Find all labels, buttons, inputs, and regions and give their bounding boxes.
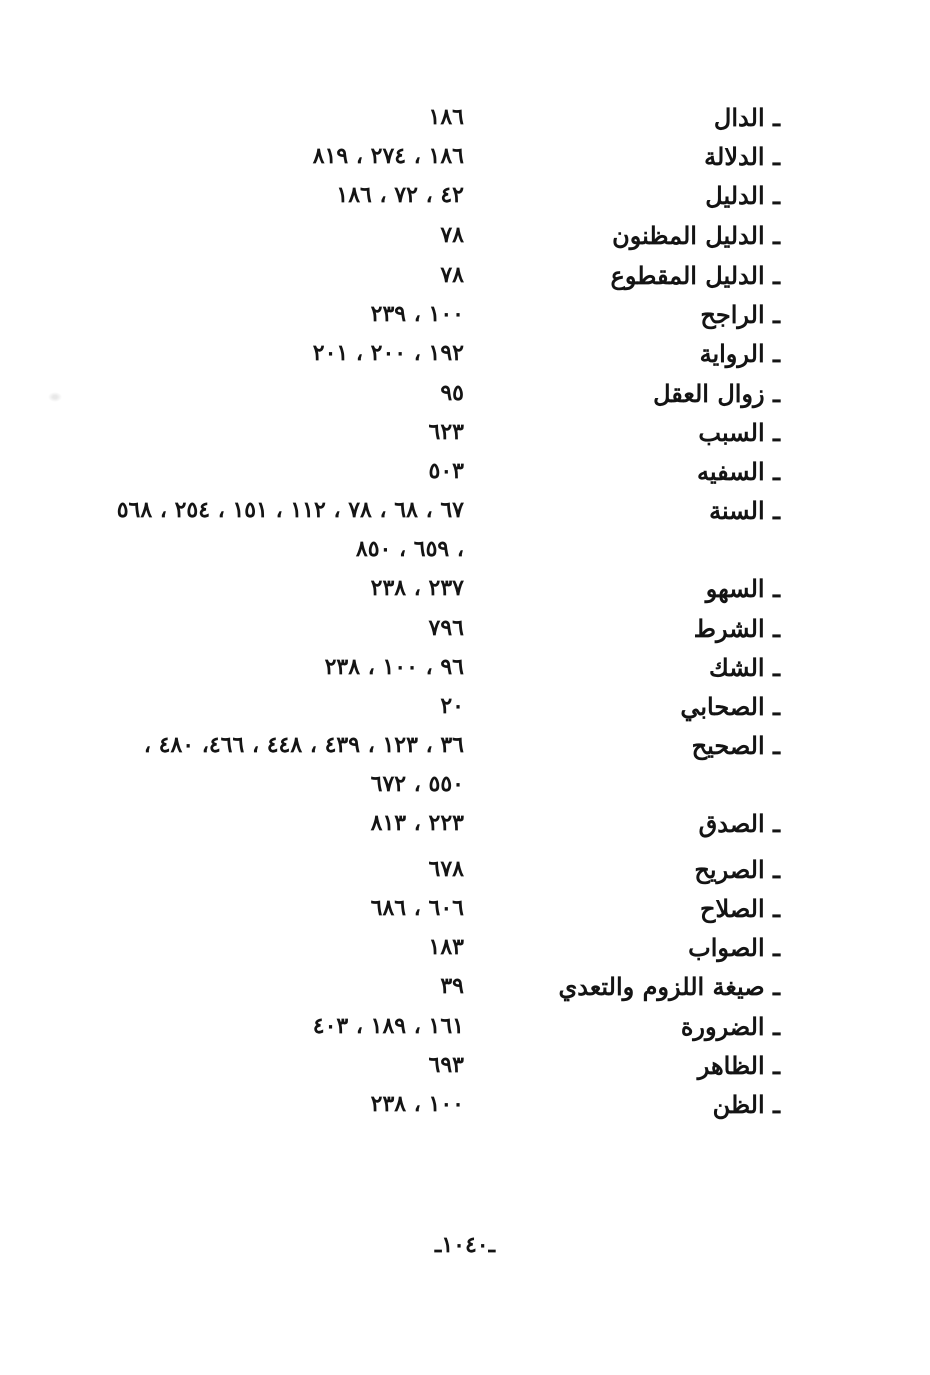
index-page-refs: ١٩٢ ، ٢٠٠ ، ٢٠١ xyxy=(312,340,464,366)
index-term: ـ الشك xyxy=(708,653,780,682)
index-term: ـ الظن xyxy=(712,1090,780,1119)
index-entry xyxy=(0,1085,930,1124)
index-term: ـ الصحابي xyxy=(680,692,780,721)
index-entry xyxy=(0,413,930,452)
index-page-refs: ١٠٠ ، ٢٣٩ xyxy=(370,301,464,327)
index-term: ـ الشرط xyxy=(693,614,780,643)
index-entry xyxy=(0,804,930,850)
index-page-refs: ٧٨ xyxy=(440,222,464,248)
index-page-refs: ١٨٦ ، ٢٧٤ ، ٨١٩ xyxy=(312,143,464,169)
index-entry xyxy=(0,491,930,569)
index-page-refs: ٢٢٣ ، ٨١٣ xyxy=(370,810,464,836)
index-entry xyxy=(0,609,930,648)
index-term: ـ الضرورة xyxy=(680,1012,780,1041)
index-page-refs: ٢٣٧ ، ٢٣٨ xyxy=(370,575,464,601)
index-list xyxy=(0,98,930,1124)
index-page-refs: ١٠٠ ، ٢٣٨ xyxy=(370,1091,464,1117)
index-term: ـ زوال العقل xyxy=(653,379,780,408)
index-page-refs: ٥٠٣ xyxy=(428,458,464,484)
index-entry xyxy=(0,176,930,216)
index-entry xyxy=(0,452,930,491)
index-entry xyxy=(0,1046,930,1085)
index-page-refs: ٤٢ ، ٧٢ ، ١٨٦ xyxy=(336,182,464,208)
index-page-refs: ١٨٦ xyxy=(428,104,464,130)
index-entry xyxy=(0,687,930,726)
index-term: ـ الراجح xyxy=(700,300,780,329)
index-term: ـ صيغة اللزوم والتعدي xyxy=(558,972,780,1001)
index-term: ـ الصلاح xyxy=(700,894,780,923)
index-entry xyxy=(0,928,930,967)
index-page-refs: ١٨٣ xyxy=(428,934,464,960)
index-term: ـ الصواب xyxy=(688,933,780,962)
index-entry xyxy=(0,889,930,928)
index-page-refs: ٦٧٨ xyxy=(428,856,464,882)
index-entry xyxy=(0,98,930,137)
index-page-refs: ٧٩٦ xyxy=(428,615,464,641)
index-entry xyxy=(0,569,930,609)
index-term: ـ السفيه xyxy=(696,457,780,486)
index-page-refs: ٩٦ ، ١٠٠ ، ٢٣٨ xyxy=(324,654,464,680)
index-term: ـ السهو xyxy=(705,574,780,603)
index-entry xyxy=(0,256,930,295)
index-entry xyxy=(0,967,930,1007)
index-page-refs: ٩٥ xyxy=(440,380,464,406)
index-term: ـ الدلالة xyxy=(704,142,780,171)
index-term: ـ الظاهر xyxy=(697,1051,780,1080)
index-entry xyxy=(0,726,930,804)
index-term: ـ الدليل المقطوع xyxy=(610,261,780,290)
index-term: ـ الدليل xyxy=(705,181,780,210)
index-entry xyxy=(0,374,930,413)
index-entry xyxy=(0,295,930,334)
index-page-refs: ٦٧ ، ٦٨ ، ٧٨ ، ١١٢ ، ١٥١ ، ٢٥٤ ، ٥٦٨ ، ٦٥٩ ، ٨٥٠ xyxy=(116,497,464,562)
index-term: ـ السبب xyxy=(698,418,780,447)
index-page-refs: ٦٠٦ ، ٦٨٦ xyxy=(370,895,464,921)
index-page-refs: ٢٠ xyxy=(440,693,464,719)
index-term: ـ الدليل المظنون xyxy=(612,221,780,250)
index-term: ـ الرواية xyxy=(699,339,780,368)
index-page-refs: ١٦١ ، ١٨٩ ، ٤٠٣ xyxy=(312,1013,464,1039)
index-page-refs: ٣٩ xyxy=(440,973,464,999)
index-term: ـ الصدق xyxy=(698,809,780,838)
index-entry xyxy=(0,1007,930,1046)
index-term: ـ السنة xyxy=(709,496,780,525)
index-entry xyxy=(0,334,930,374)
page-number: ـ١٠٤٠ـ xyxy=(434,1232,496,1258)
index-page-refs: ٦٩٣ xyxy=(428,1052,464,1078)
index-term: ـ الصريح xyxy=(694,855,780,884)
index-term: ـ الصحيح xyxy=(691,731,780,760)
index-page-refs: ٦٢٣ xyxy=(428,419,464,445)
index-page-refs: ٣٦ ، ١٢٣ ، ٤٣٩ ، ٤٤٨ ، ٤٦٦، ٤٨٠ ، ٥٥٠ ، ٦٧٢ xyxy=(143,732,464,797)
index-page-refs: ٧٨ xyxy=(440,262,464,288)
index-entry xyxy=(0,850,930,889)
index-entry xyxy=(0,648,930,687)
index-entry xyxy=(0,216,930,256)
index-term: ـ الدال xyxy=(713,103,780,132)
index-entry xyxy=(0,137,930,176)
